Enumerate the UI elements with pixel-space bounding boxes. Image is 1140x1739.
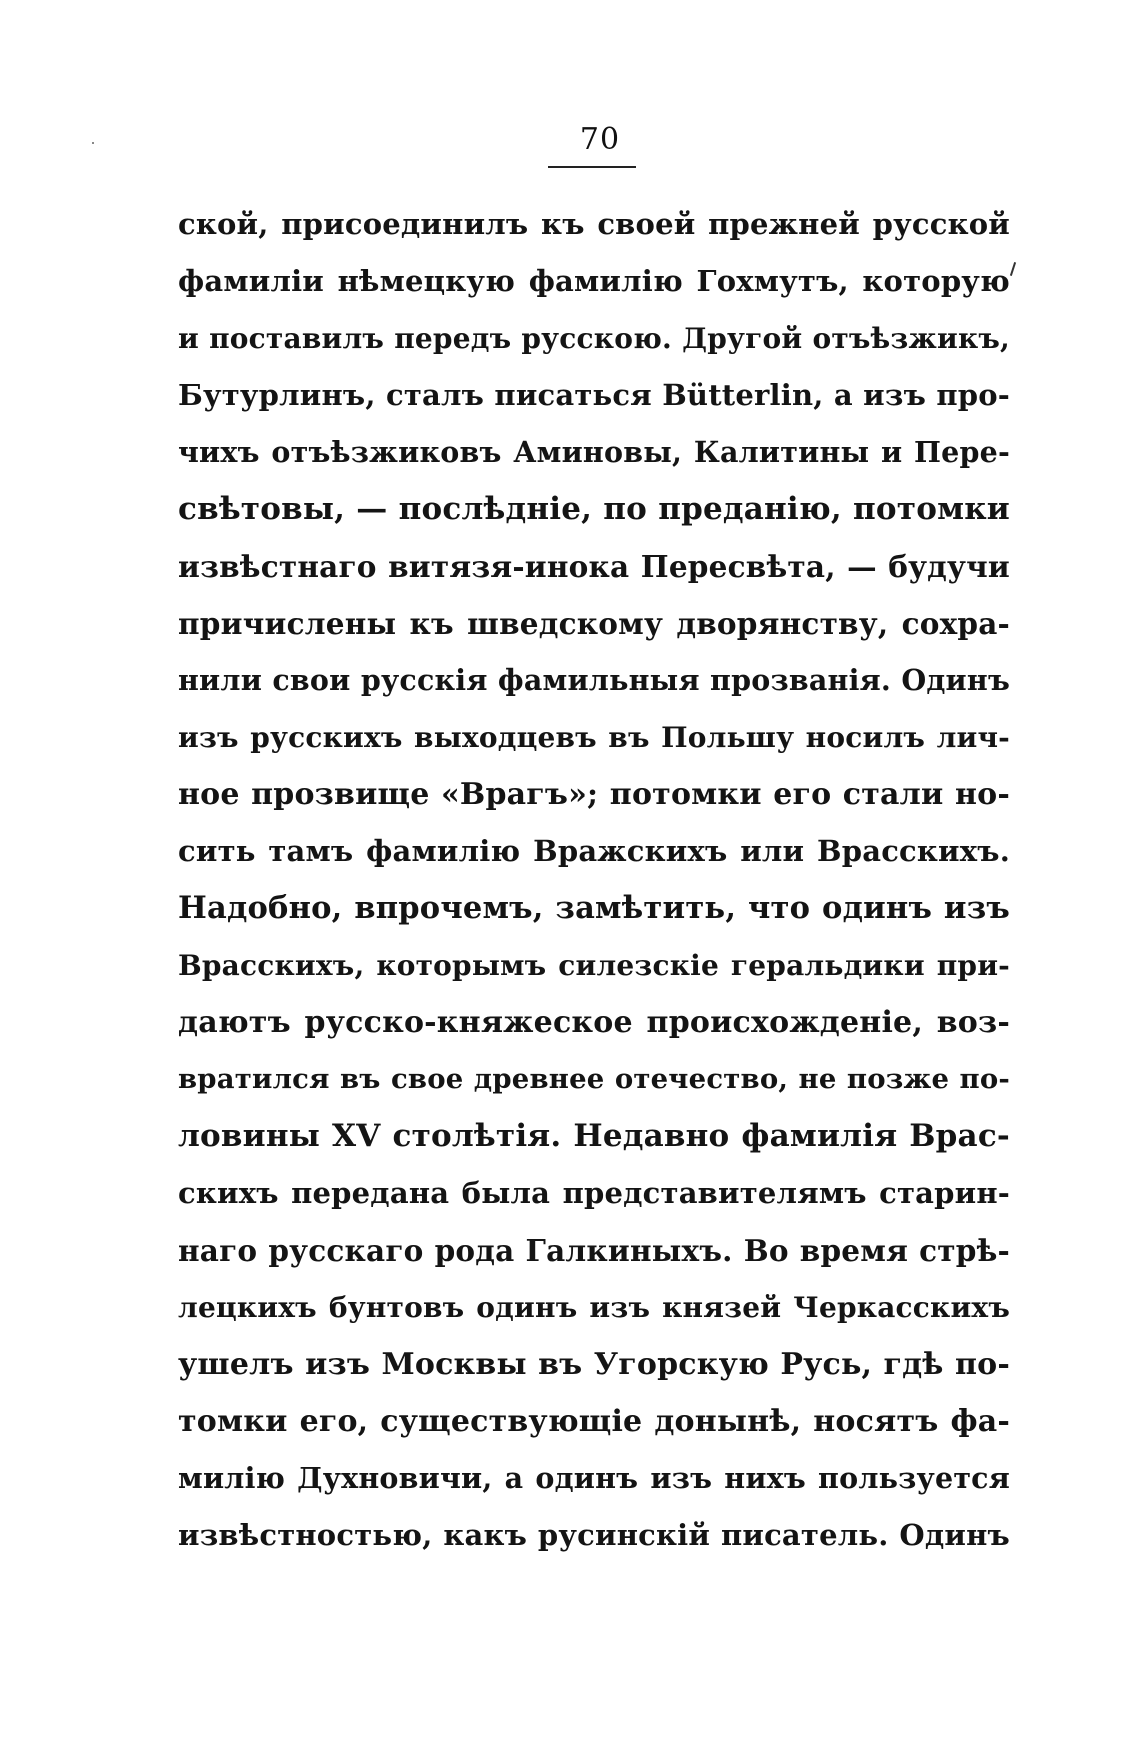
- text-line: даютъ русско-княжеское происхожденіе, воз-: [178, 1005, 1010, 1040]
- text-line: Врасскихъ, которымъ силезскіе геральдики при-: [178, 949, 1010, 982]
- text-line: вратился въ свое древнее отечество, не позже по-: [178, 1063, 1010, 1095]
- text-line: причислены къ шведскому дворянству, сохра-: [178, 606, 1010, 641]
- text-line: Бутурлинъ, сталъ писаться Bütterlin, а изъ про-: [178, 378, 1010, 412]
- text-line: нили свои русскія фамильныя прозванія. Одинъ: [178, 663, 1010, 697]
- text-line: и поставилъ передъ русскою. Другой отъѣзжикъ,: [178, 322, 1010, 355]
- page-number: 70: [579, 122, 621, 157]
- text-line: ушелъ изъ Москвы въ Угорскую Русь, гдѣ по-: [178, 1347, 1010, 1382]
- text-line: чихъ отъѣзжиковъ Аминовы, Калитины и Пере-: [178, 435, 1010, 469]
- text-line: Надобно, впрочемъ, замѣтить, что одинъ изъ: [178, 890, 1010, 926]
- text-line: свѣтовы, — послѣдніе, по преданію, потомки: [178, 491, 1010, 527]
- text-line: изъ русскихъ выходцевъ въ Польшу носилъ лич-: [178, 721, 1010, 754]
- text-line: извѣстностью, какъ русинскій писатель. Одинъ: [178, 1518, 1010, 1552]
- text-line: фамиліи нѣмецкую фамилію Гохмутъ, которую: [178, 264, 1010, 298]
- text-line: ловины XV столѣтія. Недавно фамилія Врас-: [178, 1118, 1010, 1154]
- body-text: [178, 196, 1010, 1564]
- text-line: извѣстнаго витязя-инока Пересвѣта, — будучи: [178, 549, 1010, 584]
- text-line: скихъ передана была представителямъ старин-: [178, 1176, 1010, 1210]
- stray-ink-mark: [1010, 262, 1016, 276]
- text-line: томки его, существующіе донынѣ, носятъ фа-: [178, 1404, 1010, 1439]
- text-line: наго русскаго рода Галкиныхъ. Во время стрѣ-: [178, 1233, 1010, 1268]
- text-line: сить тамъ фамилію Вражскихъ или Врасскихъ.: [178, 834, 1010, 868]
- text-line: милію Духновичи, а одинъ изъ нихъ пользуется: [178, 1461, 1010, 1495]
- page-number-rule: [548, 166, 636, 168]
- text-line: ное прозвище «Врагъ»; потомки его стали но-: [178, 777, 1010, 812]
- text-line: ской, присоединилъ къ своей прежней русской: [178, 207, 1010, 241]
- text-line: лецкихъ бунтовъ одинъ изъ князей Черкасскихъ: [178, 1291, 1010, 1324]
